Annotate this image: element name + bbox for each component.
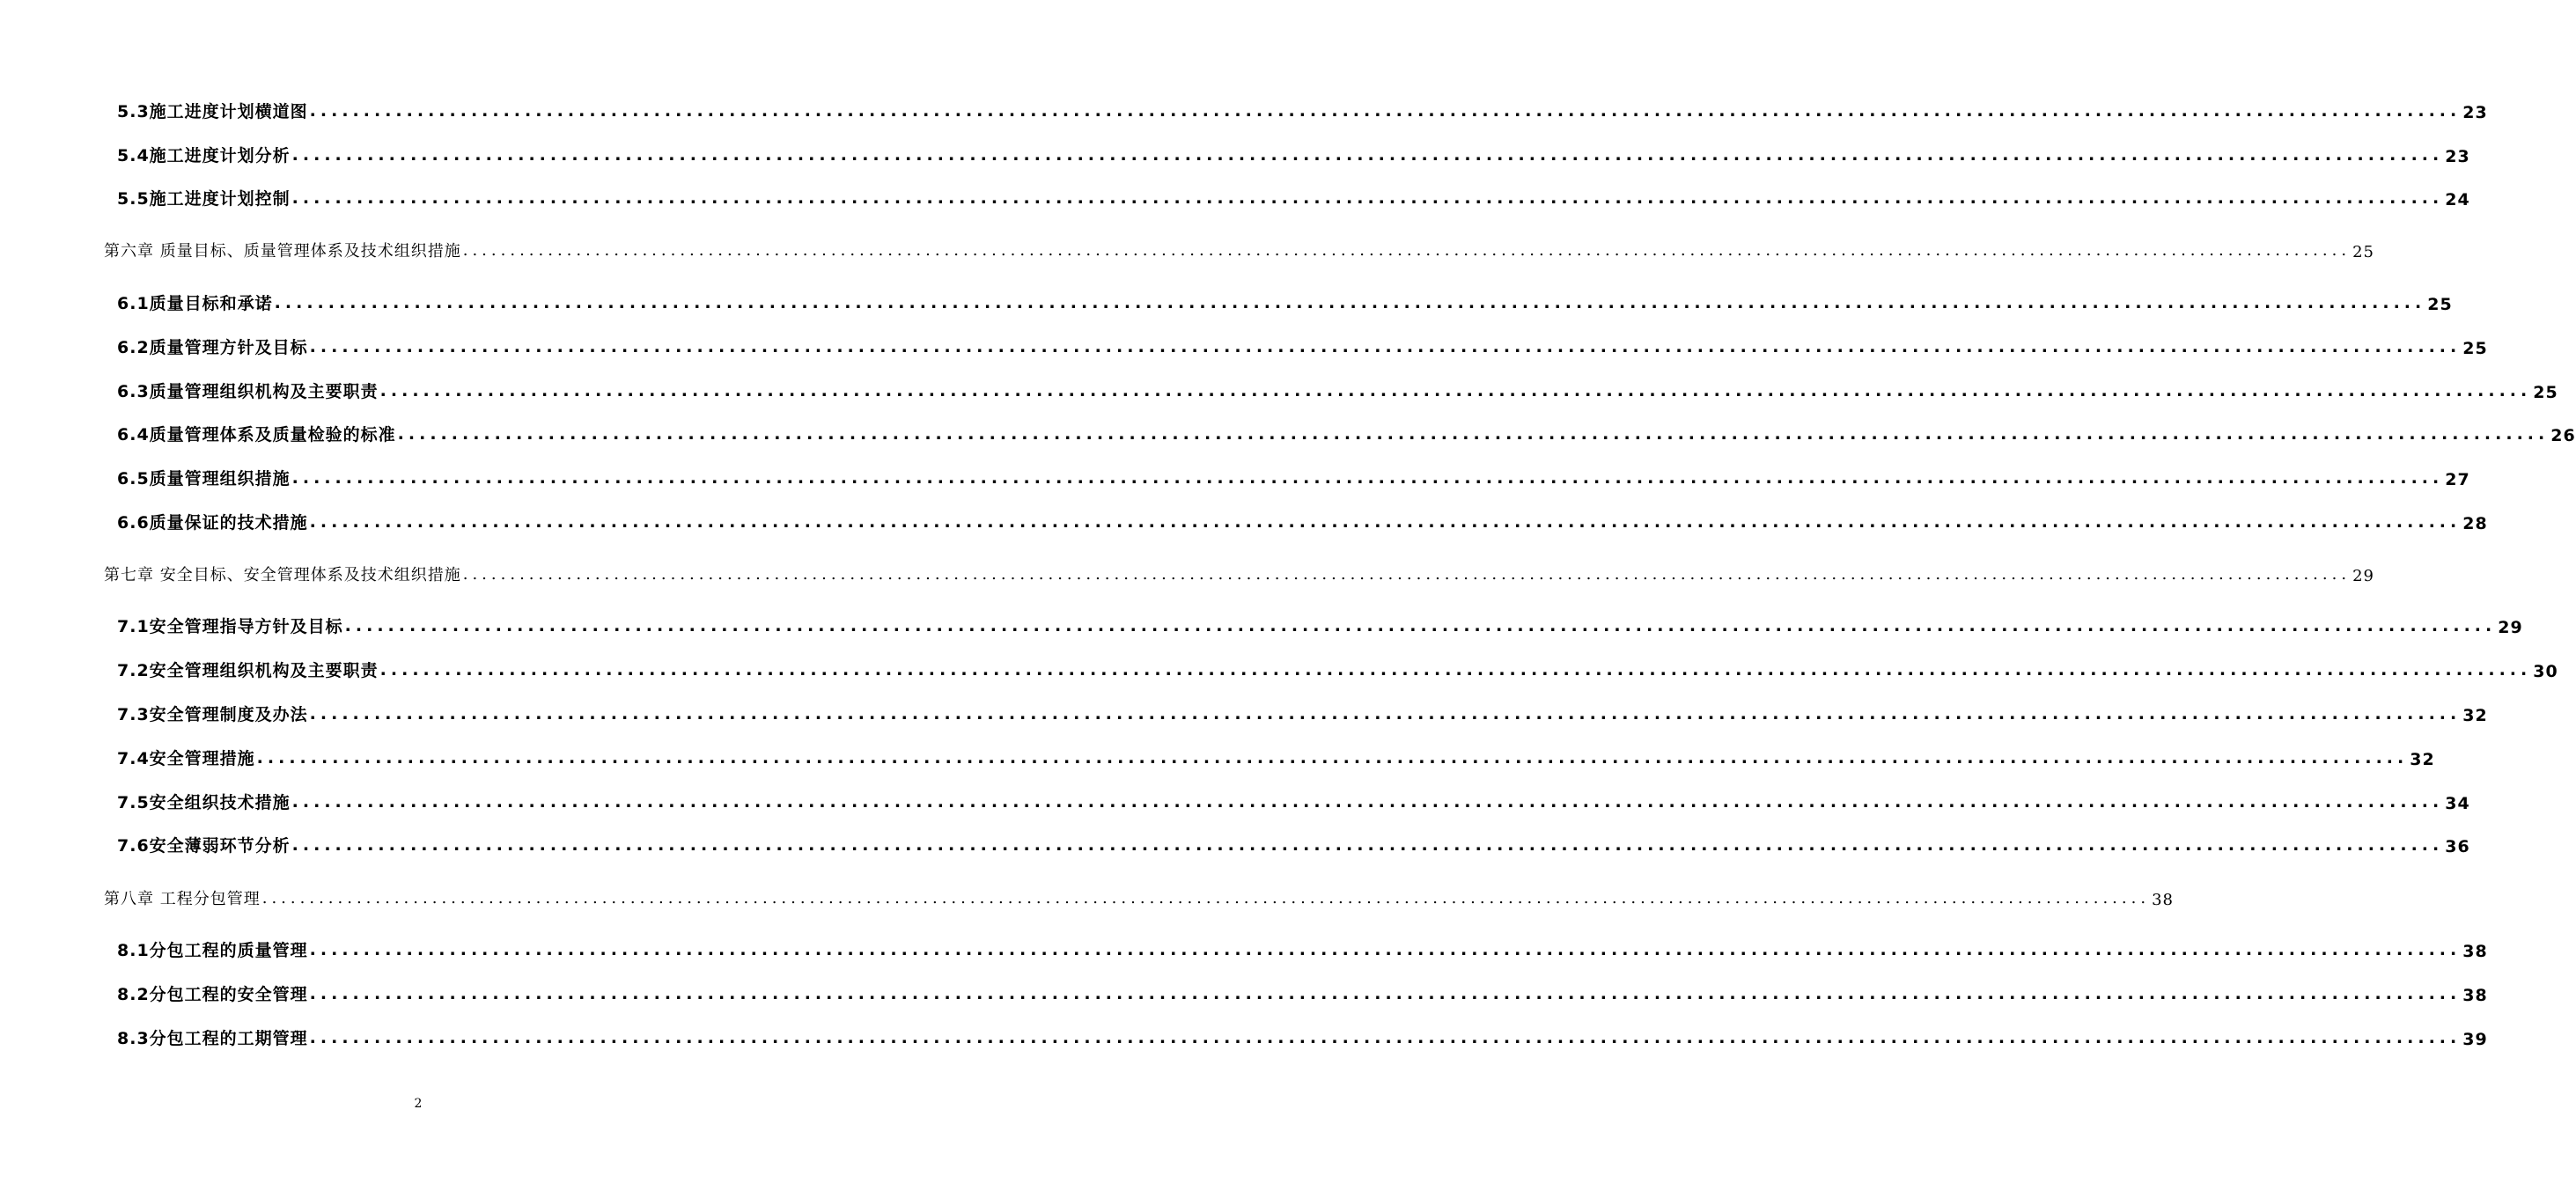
- toc-dot-leader: ........................................................................................................................................................................................................: [309, 512, 2462, 532]
- toc-section-entry[interactable]: [117, 655, 2558, 681]
- toc-entry-page-number: 38: [2152, 891, 2174, 909]
- toc-section-entry[interactable]: [117, 463, 2470, 489]
- toc-dot-leader: ........................................................................................................................................................................................................: [344, 616, 2497, 636]
- toc-entry-title: 6.2质量管理方针及目标: [117, 338, 308, 357]
- toc-dot-leader: ........................................................................................................................................................................................................: [256, 748, 2409, 768]
- toc-section-entry[interactable]: [117, 376, 2558, 402]
- toc-entry-title: 第八章 工程分包管理: [104, 890, 261, 908]
- toc-entry-page-number: 38: [2462, 986, 2488, 1005]
- toc-entry-title: 6.3质量管理组织机构及主要职责: [117, 382, 379, 401]
- toc-dot-leader: ........................................................................................................................................................................................................: [261, 889, 2151, 907]
- toc-entry-title: 5.4施工进度计划分析: [117, 146, 291, 165]
- toc-dot-leader: ........................................................................................................................................................................................................: [309, 1028, 2462, 1047]
- toc-section-entry[interactable]: [117, 743, 2435, 769]
- toc-section-entry[interactable]: [117, 96, 2488, 122]
- toc-entry-page-number: 27: [2445, 470, 2470, 489]
- toc-entry-title: 第七章 安全目标、安全管理体系及技术组织措施: [104, 566, 461, 584]
- toc-entry-page-number: 25: [2427, 295, 2453, 314]
- toc-dot-leader: ........................................................................................................................................................................................................: [291, 145, 2444, 165]
- toc-dot-leader: ........................................................................................................................................................................................................: [291, 188, 2444, 208]
- toc-section-entry[interactable]: [117, 699, 2488, 725]
- toc-entry-page-number: 26: [2550, 426, 2576, 445]
- toc-section-entry[interactable]: [117, 611, 2523, 637]
- toc-entry-page-number: 23: [2445, 147, 2470, 166]
- toc-entry-title: 6.4质量管理体系及质量检验的标准: [117, 425, 396, 445]
- toc-entry-title: 6.5质量管理组织措施: [117, 469, 291, 489]
- toc-entry-page-number: 34: [2445, 794, 2470, 813]
- toc-entry-page-number: 25: [2533, 383, 2558, 402]
- toc-entry-title: 8.1分包工程的质量管理: [117, 941, 308, 960]
- toc-entry-title: 5.3施工进度计划横道图: [117, 102, 308, 121]
- toc-dot-leader: ........................................................................................................................................................................................................: [309, 337, 2462, 356]
- toc-section-entry[interactable]: [117, 830, 2470, 856]
- toc-entry-page-number: 25: [2462, 339, 2488, 358]
- toc-entry-page-number: 28: [2462, 514, 2488, 533]
- toc-chapter-entry[interactable]: [104, 235, 2374, 261]
- toc-section-entry[interactable]: [117, 787, 2470, 813]
- toc-entry-title: 第六章 质量目标、质量管理体系及技术组织措施: [104, 242, 461, 261]
- toc-entry-title: 8.3分包工程的工期管理: [117, 1029, 308, 1048]
- toc-dot-leader: ........................................................................................................................................................................................................: [291, 792, 2444, 812]
- toc-entry-title: 6.6质量保证的技术措施: [117, 513, 308, 533]
- toc-entry-title: 5.5施工进度计划控制: [117, 189, 291, 209]
- toc-dot-leader: ........................................................................................................................................................................................................: [274, 293, 2426, 312]
- toc-section-entry[interactable]: [117, 140, 2470, 166]
- toc-entry-page-number: 38: [2462, 942, 2488, 961]
- toc-section-entry[interactable]: [117, 288, 2453, 314]
- toc-dot-leader: ........................................................................................................................................................................................................: [309, 101, 2462, 121]
- toc-entry-page-number: 39: [2462, 1030, 2488, 1049]
- toc-dot-leader: ........................................................................................................................................................................................................: [309, 984, 2462, 1003]
- toc-entry-page-number: 32: [2462, 706, 2488, 725]
- toc-section-entry[interactable]: [117, 935, 2488, 961]
- toc-entry-page-number: 30: [2533, 662, 2558, 681]
- toc-entry-title: 6.1质量目标和承诺: [117, 294, 273, 313]
- toc-entry-page-number: 25: [2352, 243, 2374, 261]
- toc-section-entry[interactable]: [117, 183, 2470, 209]
- toc-dot-leader: ........................................................................................................................................................................................................: [291, 468, 2444, 488]
- toc-section-entry[interactable]: [117, 1023, 2488, 1049]
- toc-entry-title: 7.3安全管理制度及办法: [117, 705, 308, 724]
- toc-dot-leader: ........................................................................................................................................................................................................: [379, 660, 2532, 680]
- page-number: 2: [414, 1097, 423, 1111]
- toc-entry-page-number: 29: [2498, 618, 2523, 637]
- toc-section-entry[interactable]: [117, 507, 2488, 533]
- toc-entry-page-number: 36: [2445, 837, 2470, 856]
- toc-entry-title: 8.2分包工程的安全管理: [117, 985, 308, 1004]
- toc-entry-title: 7.2安全管理组织机构及主要职责: [117, 661, 379, 680]
- toc-dot-leader: ........................................................................................................................................................................................................: [309, 940, 2462, 959]
- toc-dot-leader: ........................................................................................................................................................................................................: [397, 424, 2550, 444]
- toc-dot-leader: ........................................................................................................................................................................................................: [462, 565, 2352, 584]
- toc-entry-title: 7.4安全管理措施: [117, 749, 255, 768]
- toc-dot-leader: ........................................................................................................................................................................................................: [379, 381, 2532, 400]
- toc-entry-page-number: 24: [2445, 190, 2470, 209]
- toc-entry-title: 7.6安全薄弱环节分析: [117, 836, 291, 856]
- toc-dot-leader: ........................................................................................................................................................................................................: [462, 241, 2352, 260]
- toc-section-entry[interactable]: [117, 979, 2488, 1005]
- toc-chapter-entry[interactable]: [104, 883, 2174, 909]
- toc-dot-leader: ........................................................................................................................................................................................................: [309, 704, 2462, 724]
- toc-entry-page-number: 32: [2410, 750, 2435, 769]
- toc-section-entry[interactable]: [117, 419, 2576, 445]
- toc-dot-leader: ........................................................................................................................................................................................................: [291, 835, 2444, 855]
- toc-entry-title: 7.5安全组织技术措施: [117, 793, 291, 812]
- toc-entry-page-number: 23: [2462, 103, 2488, 122]
- toc-chapter-entry[interactable]: [104, 559, 2374, 585]
- toc-entry-page-number: 29: [2352, 567, 2374, 585]
- toc-section-entry[interactable]: [117, 332, 2488, 358]
- toc-entry-title: 7.1安全管理指导方针及目标: [117, 617, 343, 636]
